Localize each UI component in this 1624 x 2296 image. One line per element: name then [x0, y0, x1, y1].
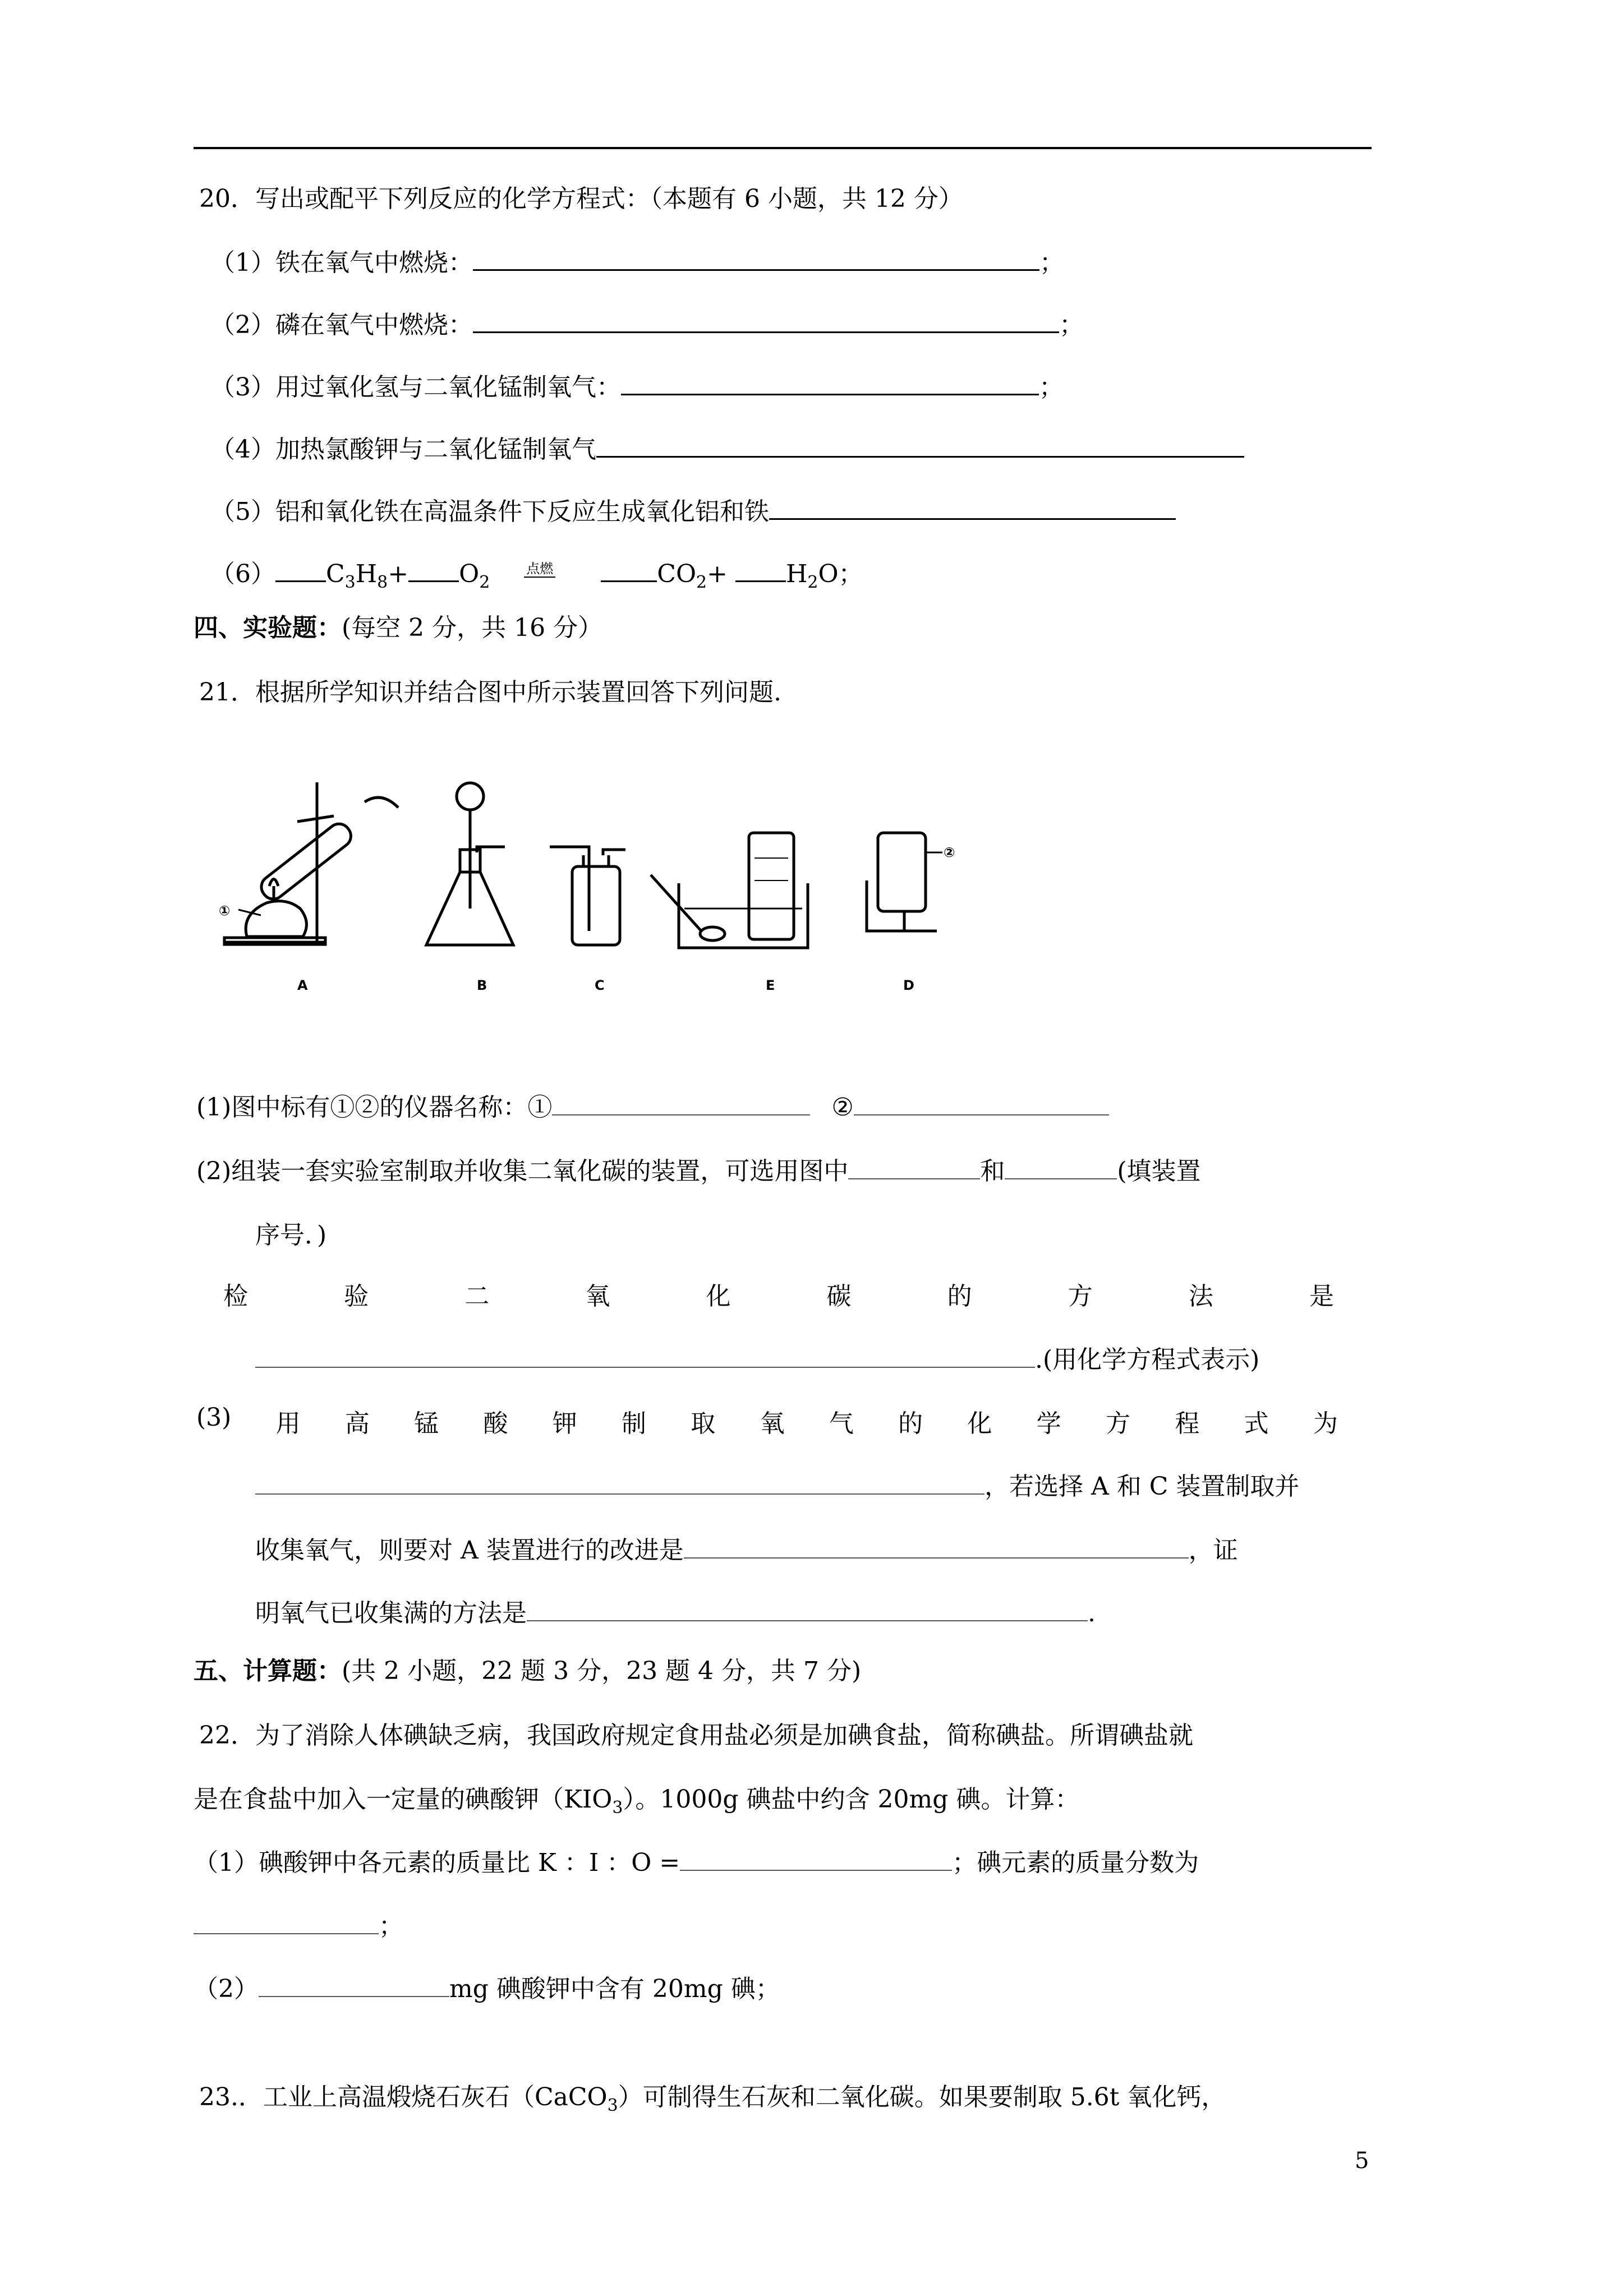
support: [700, 927, 725, 940]
q21-part-3-line2: ，若选择 A 和 C 装置制取并: [255, 1466, 1299, 1502]
funnel-bulb: [457, 783, 484, 810]
q22-line-3: （1）碘酸钾中各元素的质量比 K ：I ：O = ；碘元素的质量分数为: [194, 1848, 1199, 1877]
glass-rod: [651, 875, 701, 931]
q21-part-3-line4: 明氧气已收集满的方法是 .: [255, 1599, 1096, 1628]
q20-item-2: （2）磷在氧气中燃烧： ；: [210, 311, 1084, 339]
apparatus-figure: [213, 768, 1055, 1004]
answer-line[interactable]: [854, 1114, 1109, 1115]
label-B: B: [477, 978, 487, 993]
answer-line[interactable]: [259, 1995, 449, 1997]
answer-line[interactable]: [769, 518, 1176, 520]
q21-part-3-line3: 收集氧气，则要对 A 装置进行的改进是 ，证: [255, 1536, 1238, 1565]
answer-line[interactable]: [552, 1114, 810, 1115]
q21-part-2: (2)组装一套实验室制取并收集二氧化碳的装置，可选用图中 和 (填装置: [196, 1157, 1201, 1186]
marker-1: ①: [219, 903, 231, 919]
coefficient-blank[interactable]: [408, 580, 459, 582]
apparatus-drawing: [213, 768, 1055, 1004]
answer-line[interactable]: [848, 1178, 980, 1179]
marker-2: ②: [944, 845, 955, 860]
answer-line[interactable]: [621, 393, 1039, 395]
coefficient-blank[interactable]: [601, 580, 657, 582]
header-rule: [194, 147, 1372, 149]
label-D: D: [903, 978, 914, 993]
q21-title: 21．根据所学知识并结合图中所示装置回答下列问题.: [199, 678, 781, 707]
q22-line-4: ；: [194, 1906, 403, 1942]
delivery-tube: [365, 797, 398, 808]
label-C: C: [595, 978, 605, 993]
coefficient-blank[interactable]: [735, 580, 786, 582]
lamp-flame: [269, 879, 278, 887]
section-5-heading: 五、计算题：(共 2 小题，22 题 3 分，23 题 4 分，共 7 分): [194, 1657, 862, 1685]
section-4-heading: 四、实验题：(每空 2 分，共 16 分）: [194, 614, 603, 642]
answer-line[interactable]: [473, 331, 1059, 333]
answer-line[interactable]: [194, 1933, 379, 1934]
q22-line-5: （2） mg 碘酸钾中含有 20mg 碘；: [194, 1975, 780, 2003]
answer-line[interactable]: [255, 1493, 984, 1495]
q21-part-2-cont: 序号．): [255, 1221, 327, 1250]
answer-line[interactable]: [473, 269, 1039, 271]
label-E: E: [766, 978, 775, 993]
answer-line[interactable]: [684, 1557, 1189, 1559]
test-tube: [257, 819, 356, 903]
q20-item-3: （3）用过氧化氢与二氧化锰制氧气： ；: [210, 373, 1064, 402]
answer-line[interactable]: [680, 1869, 952, 1871]
q20-item-1: （1）铁在氧气中燃烧： ；: [210, 248, 1064, 277]
q21-part-3: (3) 用 高 锰 酸 钾 制 取 氧 气 的 化 学 方 程 式 为: [196, 1403, 1338, 1438]
q21-part-2-answer: .(用化学方程式表示): [255, 1339, 1259, 1375]
answer-line[interactable]: [1005, 1178, 1117, 1179]
answer-line[interactable]: [596, 455, 1244, 458]
q20-item-4: （4）加热氯酸钾与二氧化锰制氧气: [210, 429, 1244, 465]
q20-item-5: （5）铝和氧化铁在高温条件下反应生成氧化铝和铁: [210, 491, 1176, 527]
q21-part-1: (1)图中标有①②的仪器名称：① ②: [196, 1087, 1109, 1123]
inverted-bottle: [878, 833, 926, 911]
coefficient-blank[interactable]: [275, 580, 326, 582]
gas-bottle: [572, 866, 620, 945]
collecting-bottle: [749, 833, 794, 939]
page-number: 5: [1355, 2148, 1369, 2174]
alcohol-lamp: [246, 901, 306, 937]
reaction-condition: 点燃: [498, 560, 582, 588]
q22-line-1: 22．为了消除人体碘缺乏病，我国政府规定食用盐必须是加碘食盐，简称碘盐。所谓碘盐就: [199, 1721, 1193, 1750]
q22-line-2: 是在食盐中加入一定量的碘酸钾$(KIO_3)$。1000g 碘盐中约含 20mg 碘。计算：: [194, 1785, 1080, 1818]
label-A: A: [297, 978, 308, 993]
bottle-tube-short: [603, 850, 625, 855]
q20-item-6-equation: （6） $C_3H_8+ O_2$ $^{点燃}$ $CO_2+ H_2O$；: [210, 560, 863, 592]
q20-title: 20．写出或配平下列反应的化学方程式：（本题有 6 小题，共 12 分）: [199, 185, 963, 213]
q23-line-1: 23.．工业上高温煅烧石灰石（CaCO$_3$）可制得生石灰和二氧化碳。如果要制取 5.6t 氧化钙，: [199, 2083, 1226, 2115]
answer-line[interactable]: [255, 1366, 1035, 1368]
answer-line[interactable]: [527, 1620, 1088, 1621]
q21-part-2-check-line: 检 验 二 氧 化 碳 的 方 法 是: [223, 1282, 1334, 1311]
